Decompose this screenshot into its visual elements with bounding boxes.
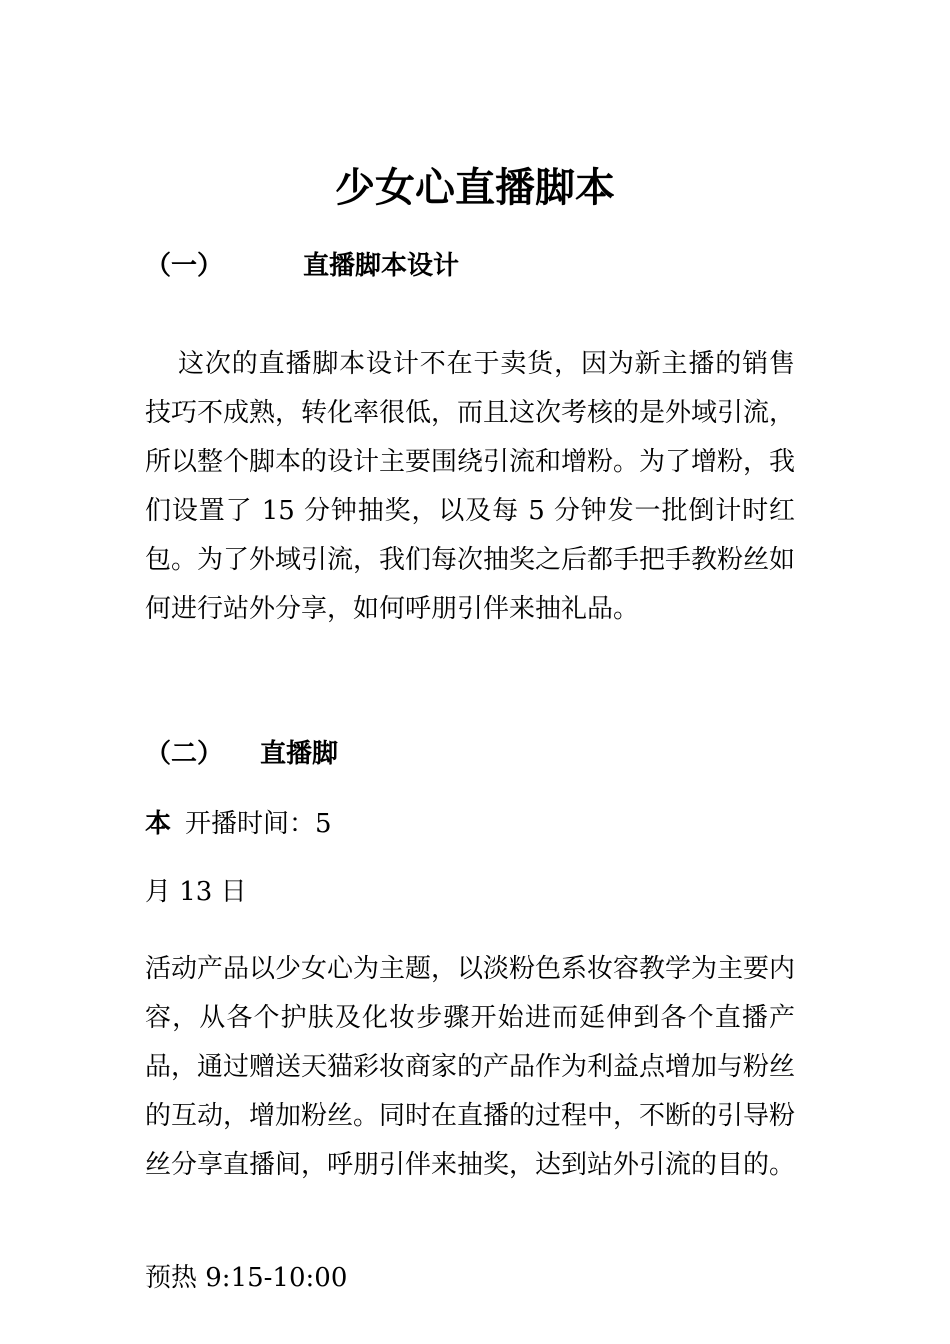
- section-1-paragraph: 这次的直播脚本设计不在于卖货，因为新主播的销售技巧不成熟，转化率很低，而且这次考核的是外域引流，所以整个脚本的设计主要围绕引流和增粉。为了增粉，我们设置了 15 分钟抽奖，以及每 5 分钟发一批倒计时红包。为了外域引流，我们每次抽奖之后都手把手教粉丝如何进行站外分享，如何呼朋引伴来抽礼品。: [145, 349, 796, 624]
- section-2-heading: [145, 734, 338, 774]
- start-time-line: [145, 804, 332, 844]
- section-2-title-continuation: 本: [145, 809, 172, 839]
- section-2-number: （二）: [145, 739, 224, 769]
- section-1-heading: [145, 246, 459, 286]
- document-title: 少女心直播脚本: [335, 164, 615, 211]
- section-1-title: 直播脚本设计: [303, 251, 460, 281]
- date-line: 月 13 日: [145, 877, 247, 907]
- section-2-paragraph: 活动产品以少女心为主题，以淡粉色系妆容教学为主要内容，从各个护肤及化妆步骤开始进而延伸到各个直播产品，通过赠送天猫彩妆商家的产品作为利益点增加与粉丝的互动，增加粉丝。同时在直播的过程中，不断的引导粉丝分享直播间，呼朋引伴来抽奖，达到站外引流的目的。: [145, 954, 796, 1180]
- start-time-text: 开播时间：5: [185, 809, 332, 839]
- section-1-number: （一）: [145, 251, 224, 281]
- preheat-line: 预热 9:15-10:00: [145, 1263, 348, 1293]
- section-2-title: 直播脚: [260, 739, 339, 769]
